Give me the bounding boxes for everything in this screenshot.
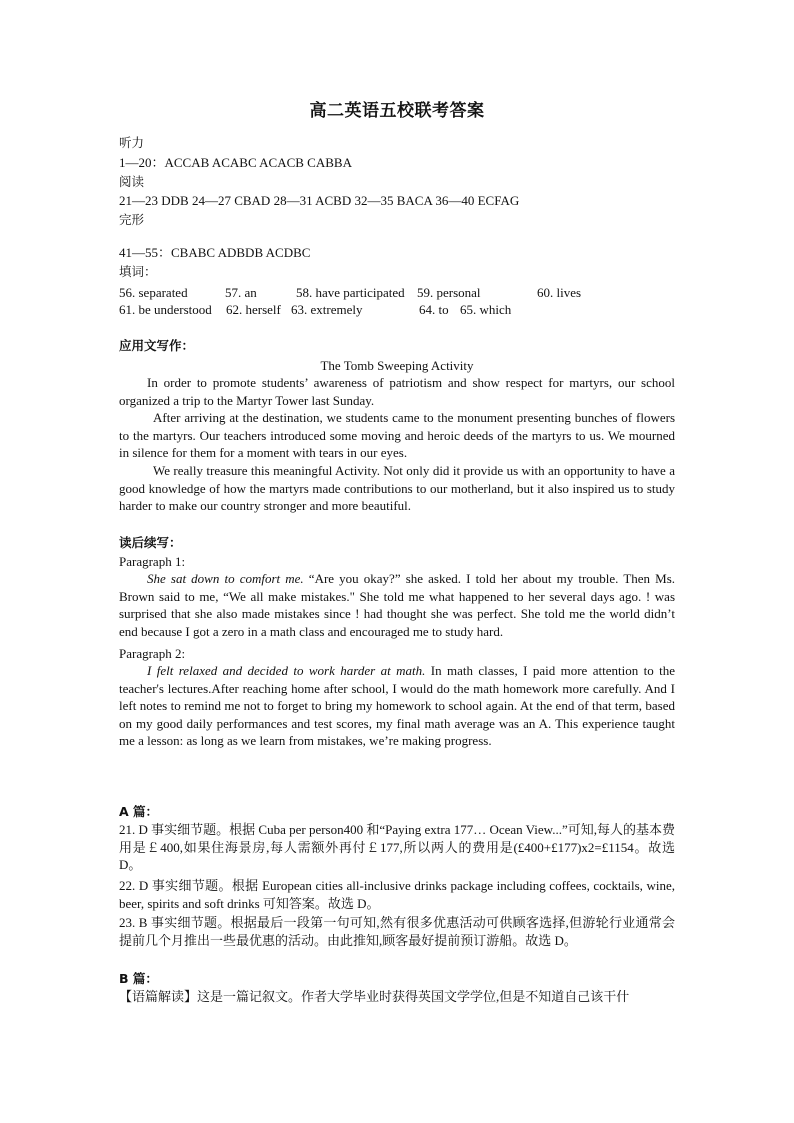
fill-heading: 填词： bbox=[119, 264, 157, 279]
fill-answer: 56. separated bbox=[119, 285, 188, 300]
fill-answer: 64. to bbox=[419, 302, 449, 317]
writing-heading: 应用文写作： bbox=[119, 338, 195, 353]
continuation-paragraph-2 bbox=[119, 662, 675, 750]
fill-answer: 60. lives bbox=[537, 285, 582, 300]
answer-21: 21. D 事实细节题。根据 Cuba per person400 和“Paying extra 177… Ocean View...”可知,每人的基本费用是￡400,如果住海景房,每人需额外再付￡177,所以两人的费用是(£400+£177)x2=£1154。故选 D。 bbox=[119, 822, 675, 872]
paragraph-2-lead: I felt relaxed and decided to work harder at math. bbox=[147, 663, 426, 678]
paragraph-1-label: Paragraph 1: bbox=[119, 554, 186, 569]
fill-answer: 65. which bbox=[460, 302, 512, 317]
essay-title: The Tomb Sweeping Activity bbox=[320, 358, 474, 373]
essay-paragraph: After arriving at the destination, we students came to the monument presenting bunches of flowers to the martyrs. Our teachers introduced some moving and heroic deeds of the martyrs to us. We mourned in silence for them for a moment with tears in our eyes. bbox=[119, 410, 675, 460]
page-title: 高二英语五校联考答案 bbox=[309, 101, 485, 121]
section-b-heading: B 篇： bbox=[119, 971, 158, 986]
section-a-heading: A 篇： bbox=[119, 804, 159, 819]
fill-answer: 63. extremely bbox=[291, 302, 363, 317]
paragraph-2-text: In math classes, I paid more attention to the teacher's lectures.After reaching home after school, I would do the math homework more carefully. And I left notes to remind me not to forget to bring my homework to school again. At the end of that term, based on my good daily performances and test scores, my final math average was an A. This experience taught me a lesson: as long as we learn from mistakes, we’re making progress. bbox=[119, 663, 676, 748]
fill-answer: 61. be understood bbox=[119, 302, 212, 317]
reading-answers: 21—23 DDB 24—27 CBAD 28—31 ACBD 32—35 BACA 36—40 ECFAG bbox=[119, 193, 520, 208]
paragraph-1-lead: She sat down to comfort me. bbox=[147, 571, 304, 586]
paragraph-1-text: “Are you okay?” she asked. I told her about my trouble. Then Ms. Brown said to me, “We all make mistakes." She told me what happened to her several days ago. ! was surprised that she also made mistakes since ! had thought she was perfect. She told me the world didn’t end because I got a zero in a math class and encouraged me to study hard. bbox=[119, 571, 676, 639]
continuation-paragraph-1 bbox=[119, 570, 675, 640]
cloze-answers: 41—55：CBABC ADBDB ACDBC bbox=[119, 245, 311, 260]
paragraph-2-label: Paragraph 2: bbox=[119, 646, 186, 661]
answer-22: 22. D 事实细节题。根据 European cities all-inclusive drinks package including coffees, cocktails, wine, beer, spirits and soft drinks 可知答案。故选 D。 bbox=[119, 878, 675, 911]
listening-answers: 1—20：ACCAB ACABC ACACB CABBA bbox=[119, 155, 352, 170]
fill-answer: 59. personal bbox=[417, 285, 481, 300]
reading-heading: 阅读 bbox=[119, 174, 145, 189]
fill-answer: 57. an bbox=[225, 285, 257, 300]
essay-paragraph: In order to promote students’ awareness of patriotism and show respect for martyrs, our school organized a trip to the Martyr Tower last Sunday. bbox=[119, 375, 675, 408]
section-b-text: 【语篇解读】这是一篇记叙文。作者大学毕业时获得英国文学学位,但是不知道自己该干什 bbox=[119, 989, 630, 1004]
cloze-heading: 完形 bbox=[119, 212, 145, 227]
fill-answer: 58. have participated bbox=[296, 285, 405, 300]
fill-answer: 62. herself bbox=[226, 302, 281, 317]
essay-paragraph: We really treasure this meaningful Activity. Not only did it provide us with an opportunity to have a good knowledge of how the martyrs made contributions to our motherland, but it also inspired us to study harder to make our country stronger and more beautiful. bbox=[119, 463, 675, 513]
continuation-heading: 读后续写： bbox=[119, 535, 182, 550]
answer-23: 23. B 事实细节题。根据最后一段第一句可知,然有很多优惠活动可供顾客选择,但游轮行业通常会提前几个月推出一些最优惠的活动。由此推知,顾客最好提前预订游船。故选 D。 bbox=[119, 915, 675, 948]
listening-heading: 听力 bbox=[119, 135, 145, 150]
